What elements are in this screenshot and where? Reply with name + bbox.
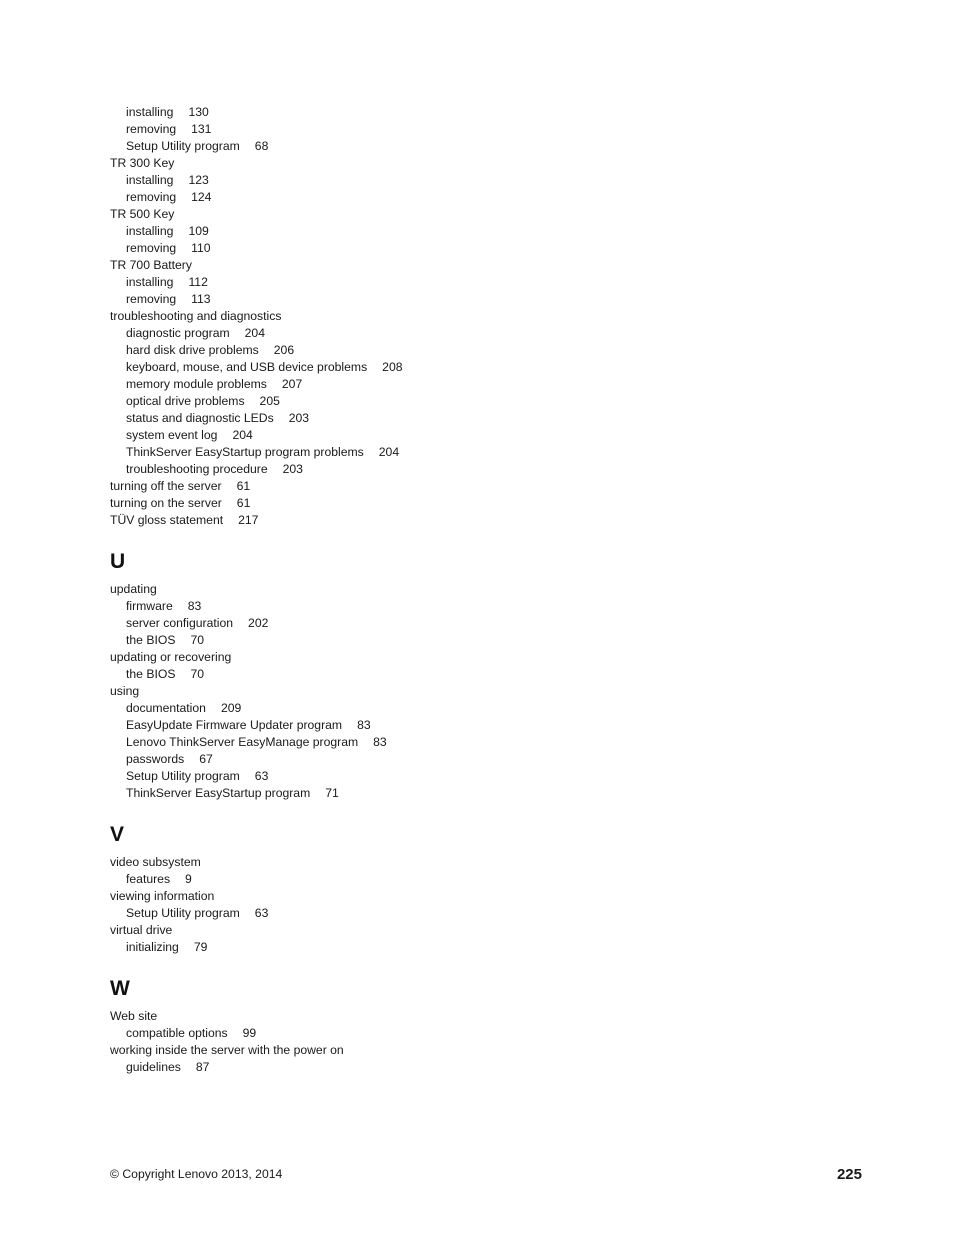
index-term: ThinkServer EasyStartup program <box>126 786 311 800</box>
index-term: TR 500 Key <box>110 207 175 221</box>
footer-copyright: © Copyright Lenovo 2013, 2014 <box>110 1167 283 1181</box>
index-term: installing <box>126 173 174 187</box>
index-term: removing <box>126 241 177 255</box>
index-subentry <box>110 734 810 751</box>
index-page-ref[interactable]: 205 <box>259 394 280 408</box>
index-term: installing <box>126 275 174 289</box>
index-page-ref[interactable]: 131 <box>191 122 212 136</box>
index-entry <box>110 308 810 325</box>
index-page-ref[interactable]: 112 <box>188 275 208 289</box>
index-page-ref[interactable]: 203 <box>288 411 310 425</box>
index-term: server configuration <box>126 616 234 630</box>
index-page-ref[interactable]: 130 <box>188 105 209 119</box>
index-page-ref[interactable]: 70 <box>190 667 205 681</box>
index-page-ref[interactable]: 67 <box>199 752 213 766</box>
index-term: the BIOS <box>126 633 176 647</box>
index-term: TR 300 Key <box>110 156 175 170</box>
index-letter-heading: U <box>110 550 126 573</box>
index-page-ref[interactable]: 204 <box>244 326 265 340</box>
index-term: compatible options <box>126 1026 228 1040</box>
index-subentry <box>110 410 810 427</box>
index-term: video subsystem <box>110 855 201 869</box>
index-subentry <box>110 393 810 410</box>
index-term: keyboard, mouse, and USB device problems <box>126 360 368 374</box>
index-page-ref[interactable]: 83 <box>187 599 202 613</box>
index-subentry <box>110 939 810 956</box>
index-term: updating <box>110 582 157 596</box>
index-subentry <box>110 751 810 768</box>
index-subentry <box>110 768 810 785</box>
index-subentry <box>110 223 810 240</box>
index-subentry <box>110 104 810 121</box>
index-subentry <box>110 342 810 359</box>
index-entry <box>110 922 810 939</box>
index-page-ref[interactable]: 207 <box>281 377 303 391</box>
index-term: virtual drive <box>110 923 173 937</box>
index-page-ref[interactable]: 71 <box>325 786 339 800</box>
page-number: 225 <box>836 1166 862 1183</box>
index-term: guidelines <box>126 1060 181 1074</box>
index-entry <box>110 888 810 905</box>
index-entry <box>110 478 810 495</box>
index-page-ref[interactable]: 83 <box>373 735 387 749</box>
index-subentry <box>110 1025 810 1042</box>
index-subentry <box>110 376 810 393</box>
index-term: using <box>110 684 140 698</box>
index-term: turning off the server <box>110 479 222 493</box>
index-letter-heading: V <box>110 823 125 846</box>
index-entry <box>110 854 810 871</box>
index-term: the BIOS <box>126 667 176 681</box>
index-term: turning on the server <box>110 496 222 510</box>
index-page-ref[interactable]: 109 <box>188 224 209 238</box>
index-term: installing <box>126 105 174 119</box>
index-page-ref[interactable]: 203 <box>282 462 303 476</box>
index-term: Setup Utility program <box>126 769 240 783</box>
index-subentry <box>110 172 810 189</box>
index-page-ref[interactable]: 68 <box>254 139 269 153</box>
index-term: Web site <box>110 1009 158 1023</box>
index-page-ref[interactable]: 99 <box>242 1026 257 1040</box>
index-term: updating or recovering <box>110 650 232 664</box>
index-term: installing <box>126 224 174 238</box>
index-subentry <box>110 138 810 155</box>
index-entry <box>110 155 810 172</box>
index-subentry <box>110 598 810 615</box>
index-entry <box>110 257 810 274</box>
index-term: memory module problems <box>126 377 267 391</box>
index-term: firmware <box>126 599 173 613</box>
index-entry <box>110 683 810 700</box>
index-term: features <box>126 872 171 886</box>
index-page-ref[interactable]: 9 <box>185 872 192 886</box>
index-page-ref[interactable]: 70 <box>190 633 205 647</box>
index-page-ref[interactable]: 63 <box>254 906 269 920</box>
index-subentry <box>110 1059 810 1076</box>
index-term: system event log <box>126 428 218 442</box>
index-page-ref[interactable]: 87 <box>195 1060 210 1074</box>
index-page-ref[interactable]: 123 <box>188 173 209 187</box>
index-subentry <box>110 274 810 291</box>
index-page-ref[interactable]: 204 <box>232 428 253 442</box>
index-term: documentation <box>126 701 206 715</box>
index-page-ref[interactable]: 61 <box>236 496 251 510</box>
index-page-ref[interactable]: 83 <box>357 718 371 732</box>
index-entry <box>110 206 810 223</box>
index-term: removing <box>126 122 177 136</box>
index-page-ref[interactable]: 208 <box>382 360 403 374</box>
index-letter-heading: W <box>110 977 130 1000</box>
index-term: viewing information <box>110 889 215 903</box>
index-term: troubleshooting and diagnostics <box>110 309 282 323</box>
index-subentry <box>110 444 810 461</box>
index-subentry <box>110 615 810 632</box>
index-term: passwords <box>126 752 185 766</box>
index-subentry <box>110 291 810 308</box>
index-term: working inside the server with the power on <box>110 1043 344 1057</box>
index-entry <box>110 1042 810 1059</box>
index-subentry <box>110 461 810 478</box>
index-entry <box>110 581 810 598</box>
index-subentry <box>110 785 810 802</box>
index-term: hard disk drive problems <box>126 343 259 357</box>
index-subentry <box>110 700 810 717</box>
index-term: diagnostic program <box>126 326 230 340</box>
index-term: EasyUpdate Firmware Updater program <box>126 718 343 732</box>
index-subentry <box>110 871 810 888</box>
index-page-ref[interactable]: 204 <box>378 445 400 459</box>
index-page-ref[interactable]: 110 <box>191 241 211 255</box>
index-subentry <box>110 359 810 376</box>
index-term: Setup Utility program <box>126 139 240 153</box>
index-page-ref[interactable]: 113 <box>191 292 211 306</box>
index-subentry <box>110 325 810 342</box>
index-entry <box>110 649 810 666</box>
index-entry <box>110 495 810 512</box>
index-term: troubleshooting procedure <box>126 462 268 476</box>
index-subentry <box>110 121 810 138</box>
index-list <box>110 104 810 1076</box>
index-term: ThinkServer EasyStartup program problems <box>126 445 364 459</box>
index-subentry <box>110 240 810 257</box>
index-term: TÜV gloss statement <box>110 513 224 527</box>
index-page-ref[interactable]: 209 <box>220 701 242 715</box>
index-term: status and diagnostic LEDs <box>126 411 274 425</box>
index-term: optical drive problems <box>126 394 245 408</box>
index-term: Lenovo ThinkServer EasyManage program <box>126 735 359 749</box>
index-page-ref[interactable]: 206 <box>273 343 295 357</box>
index-page-ref[interactable]: 124 <box>191 190 212 204</box>
index-entry <box>110 512 810 529</box>
index-term: removing <box>126 190 177 204</box>
index-page-ref[interactable]: 63 <box>254 769 269 783</box>
index-subentry <box>110 427 810 444</box>
index-term: initializing <box>126 940 179 954</box>
index-page-ref[interactable]: 202 <box>248 616 269 630</box>
index-term: Setup Utility program <box>126 906 240 920</box>
index-subentry <box>110 189 810 206</box>
index-subentry <box>110 717 810 734</box>
index-subentry <box>110 666 810 683</box>
index-page-ref[interactable]: 217 <box>238 513 259 527</box>
index-entry <box>110 1008 810 1025</box>
index-term: TR 700 Battery <box>110 258 192 272</box>
index-subentry <box>110 632 810 649</box>
index-subentry <box>110 905 810 922</box>
index-page-ref[interactable]: 79 <box>193 940 208 954</box>
index-term: removing <box>126 292 177 306</box>
index-page-ref[interactable]: 61 <box>236 479 251 493</box>
